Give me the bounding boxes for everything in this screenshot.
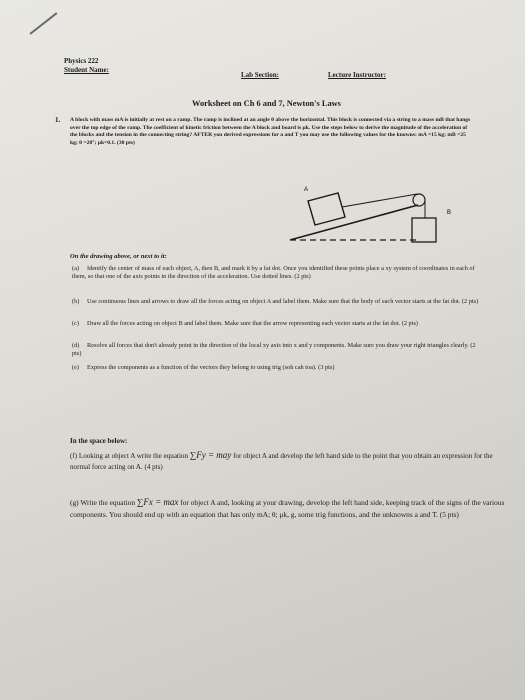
- block-b: [412, 218, 436, 242]
- part-a-text: Identify the center of mass of each object, A, then B, and mark it by a fat dot. Once you identified these points place a xy system of coordinates in each of them, so that one of the axis points in the direction of the acceleration. Use dotted lines. (2 pts): [72, 265, 475, 281]
- space-below-heading: In the space below:: [70, 437, 128, 445]
- part-d-text: Resolve all forces that don't already point in the direction of the local xy axis into x and y components. Make sure you draw your right triangles clearly. (2 pts): [72, 342, 476, 358]
- part-c-label: (c): [72, 320, 79, 327]
- part-e-text: Express the components as a function of the vectors they belong to using trig (soh cah toa). (3 pts): [87, 364, 335, 371]
- part-a: [72, 265, 482, 281]
- part-f-equation: ∑Fy = may: [189, 450, 232, 460]
- part-g: [70, 497, 510, 520]
- ramp-surface: [290, 205, 418, 240]
- part-e: [72, 364, 482, 372]
- worksheet-title: Worksheet on Ch 6 and 7, Newton's Laws: [192, 99, 341, 108]
- part-f-label: (f): [70, 452, 78, 460]
- worksheet-page: [8, 0, 525, 700]
- part-b-label: (b): [72, 298, 80, 305]
- drawing-instructions-heading: On the drawing above, or next to it:: [70, 253, 167, 260]
- part-g-label: (g): [70, 498, 79, 507]
- part-f-pre: Looking at object A write the equation: [78, 452, 189, 460]
- part-b-text: Use continuous lines and arrows to draw all the forces acting on object A and label them. Make sure that the body of each vector starts at the fat dot. (2 pts): [87, 298, 479, 305]
- part-f-post: for object A and develop the left hand side to the point that you obtain an expression for the normal force acting on A. (4 pts): [70, 452, 493, 471]
- lecture-instructor-label: Lecture Instructor:: [328, 71, 386, 79]
- problem-text: A block with mass mA is initially at rest on a ramp. The ramp is inclined at an angle θ above the horizontal. This block is connected via a string to a mass mB that hangs over the top edge of the ramp. The coefficient of kinetic friction between the A block and board is μk. Use the steps below to derive the magnitude of the acceleration of the blocks and the tension in the connecting string? AFTER you derived expressions for a and T you may use the following values for the knowns: mA =15 kg; mB =25 kg; θ =20°; μk=0.1. (30 pts): [70, 117, 471, 146]
- part-g-equation: ∑Fx = max: [136, 497, 179, 507]
- student-name-label: Student Name:: [64, 66, 109, 74]
- problem-number: 1.: [55, 116, 61, 124]
- block-b-label: B: [447, 210, 452, 216]
- part-g-pre: Write the equation: [80, 498, 136, 507]
- part-d-label: (d): [72, 342, 80, 349]
- part-b: [72, 298, 482, 306]
- part-c: [72, 320, 482, 328]
- ramp-figure: [8, 0, 525, 260]
- part-e-label: (e): [72, 364, 79, 371]
- part-c-text: Draw all the forces acting on object B and label them. Make sure that the arrow representing each vector starts at the fat dot. (2 pts): [87, 320, 418, 327]
- part-d: [72, 342, 482, 358]
- pulley-icon: [413, 194, 425, 206]
- lab-section-label: Lab Section:: [241, 71, 279, 79]
- part-a-label: (a): [72, 265, 79, 272]
- connecting-string: [342, 194, 417, 207]
- course-label: Physics 222: [64, 57, 99, 65]
- part-f: [70, 450, 510, 473]
- part-g-post: for object A and, looking at your drawing, develop the left hand side, keeping track of the signs of the various components. You should end up with an equation that has only mA; θ; μk, g, some trig functions, and the unknowns a and T. (5 pts): [70, 498, 505, 519]
- block-a-label: A: [304, 187, 309, 193]
- block-a: [308, 193, 345, 225]
